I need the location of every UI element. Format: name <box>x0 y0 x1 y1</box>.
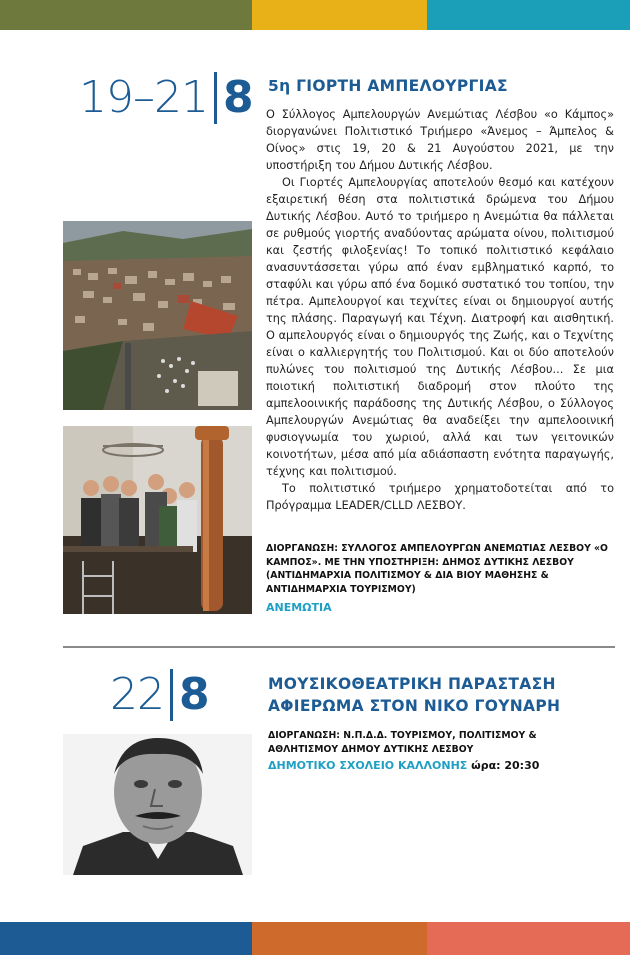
event1-date-month: 8 <box>222 72 254 123</box>
event2-title-line2: ΑΦΙΕΡΩΜΑ ΣΤΟΝ ΝΙΚΟ ΓΟΥΝΑΡΗ <box>268 697 561 715</box>
top-bar-teal <box>427 0 630 30</box>
event2-time: ώρα: 20:30 <box>471 759 540 772</box>
bottom-color-bar <box>0 922 630 955</box>
bottom-bar-blue <box>0 922 252 955</box>
event1-paragraph-3: Το πολιτιστικό τριήμερο χρηματοδοτείται από το Πρόγραμμα LEADER/CLLD ΛΕΣΒΟΥ. <box>266 482 614 512</box>
event2-venue-line <box>268 759 539 772</box>
event1-venue: ΑΝΕΜΩΤΙΑ <box>266 601 332 614</box>
top-bar-olive <box>0 0 252 30</box>
event2-organizer: ΔΙΟΡΓΑΝΩΣΗ: Ν.Π.Δ.Δ. ΤΟΥΡΙΣΜΟΥ, ΠΟΛΙΤΙΣΜΟΥ & ΑΘΛΗΤΙΣΜΟΥ ΔΗΜΟΥ ΔΥΤΙΚΗΣ ΛΕΣΒΟΥ <box>268 730 537 755</box>
date-separator <box>170 669 173 721</box>
top-color-bar <box>0 0 630 30</box>
event1-paragraph-1: Ο Σύλλογος Αμπελουργών Ανεμώτιας Λέσβου «ο Κάμπος» διοργανώνει Πολιτιστικό Τριήμερο «Άνεμος – Άμπελος & Οίνος» στις 19, 20 & 21 Αυγούστου 2021, με την υποστήριξη του Δήμου Δυτικής Λέσβου. <box>266 108 614 172</box>
bottom-bar-orange <box>252 922 427 955</box>
event1-title: 5η ΓΙΟΡΤΗ ΑΜΠΕΛΟΥΡΓΙΑΣ <box>268 77 508 95</box>
village-aerial-photo <box>63 221 252 410</box>
event1-date <box>79 72 254 124</box>
bottom-bar-coral <box>427 922 630 955</box>
event2-title <box>268 673 560 717</box>
date-separator <box>214 72 217 124</box>
event1-description <box>266 106 614 514</box>
event2-venue: ΔΗΜΟΤΙΚΟ ΣΧΟΛΕΙΟ ΚΑΛΛΟΝΗΣ <box>268 759 468 772</box>
event1-paragraph-2: Οι Γιορτές Αμπελουργίας αποτελούν θεσμό και κατέχουν εξαιρετική θέση στα πολιτιστικά δρώμενα του Δήμου Δυτικής Λέσβου. Αυτό το τριήμερο η Ανεμώτια θα πάλλεται σε ρυθμούς γιορτής αναδύοντας αρώματα οίνου, πολιτισμού και ζεστής φιλοξενίας! Το τοπικό πολιτιστικό κεφάλαιο ανασυντάσσεται γύρω από έναν εμβληματικό καρπό, το σταφύλι και γύρω από ένα δομικό συστατικό του τοπίου, την πέτρα. Αμπελουργοί και τεχνίτες είναι οι δημιουργοί αυτής της πλάσης. Παραγωγή και Τέχνη. Διατροφή και αισθητική. Ο αμπελουργός είναι ο δημιουργός της Ζωής, και ο Τεχνίτης είναι ο καλλιεργητής του Πολιτισμού. Και οι δύο αποτελούν πυλώνες του πολιτισμού της Δυτικής Λέσβου... Σε μια ποιοτική πολιτιστική διαδρομή στον πλούτο της αμπελοοινικής παράδοσης της Δυτικής Λέσβου, ο Σύλλογος Αμπελουργών Ανεμώτιας θα αναδείξει την αμπελοοινική φυσιογνωμία του χωριού, αλλά και των γειτονικών κοινοτήτων, μέσα από μία αδιάσπαστη ενότητα παραγωγής, τέχνης και πολιτισμού. <box>266 176 614 478</box>
event1-organizer: ΔΙΟΡΓΑΝΩΣΗ: ΣΥΛΛΟΓΟΣ ΑΜΠΕΛΟΥΡΓΩΝ ΑΝΕΜΩΤΙΑΣ ΛΕΣΒΟΥ «Ο ΚΑΜΠΟΣ». ΜΕ ΤΗΝ ΥΠΟΣΤΗΡΙΞΗ: ΔΗΜΟΣ ΔΥΤΙΚΗΣ ΛΕΣΒΟΥ (ΑΝΤΙΔΗΜΑΡΧΙΑ ΠΟΛΙΤΙΣΜΟΥ & ΔΙΑ ΒΙΟΥ ΜΑΘΗΣΗΣ & ΑΝΤΙΔΗΜΑΡΧΙΑ ΤΟΥΡΙΣΜΟΥ) <box>266 543 608 595</box>
event2-date <box>110 669 210 721</box>
event2-date-days: 22 <box>110 669 164 720</box>
portrait-photo <box>63 734 252 875</box>
top-bar-yellow <box>252 0 427 30</box>
event2-title-line1: ΜΟΥΣΙΚΟΘΕΑΤΡΙΚΗ ΠΑΡΑΣΤΑΣΗ <box>268 675 556 693</box>
event2-date-month: 8 <box>179 669 210 720</box>
event1-date-days: 19–21 <box>79 72 208 123</box>
craftsmen-group-photo <box>63 426 252 614</box>
section-divider <box>63 646 615 648</box>
